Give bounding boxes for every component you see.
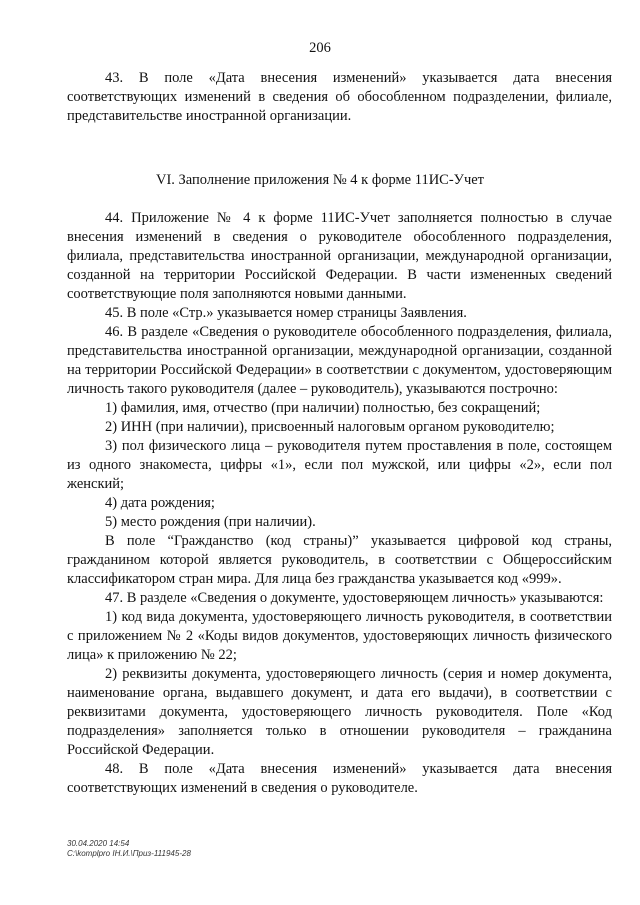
paragraph-46: 46. В разделе «Сведения о руководителе обособленного подразделения, филиала, представительства иностранной организации, международной организации, созданной на территории Российской Федерации» в соответствии с документом, удостоверяющим личность такого руководителя (далее – руководитель), указываются построчно: [67, 324, 612, 397]
page-number: 206 [309, 40, 331, 56]
list-item-46-1: 1) фамилия, имя, отчество (при наличии) полностью, без сокращений; [105, 400, 541, 416]
paragraph-45: 45. В поле «Стр.» указывается номер страницы Заявления. [105, 305, 467, 321]
list-item-46-5: 5) место рождения (при наличии). [105, 514, 316, 530]
footer-timestamp: 30.04.2020 14:54 [67, 839, 130, 848]
paragraph-43: 43. В поле «Дата внесения изменений» указывается дата внесения соответствующих изменений в сведения об обособленном подразделении, филиале, представительстве иностранной организации. [67, 70, 612, 124]
paragraph-48: 48. В поле «Дата внесения изменений» указывается дата внесения соответствующих изменений в сведения о руководителе. [67, 761, 612, 796]
list-item-46-3: 3) пол физического лица – руководителя путем проставления в поле, состоящем из одного знакоместа, цифры «1», если пол мужской, или цифры «2», если пол женский; [67, 438, 612, 492]
paragraph-47: 47. В разделе «Сведения о документе, удостоверяющем личность» указываются: [105, 590, 604, 606]
list-item-46-4: 4) дата рождения; [105, 495, 215, 511]
footer-stamp [67, 839, 191, 859]
list-item-47-2: 2) реквизиты документа, удостоверяющего личность (серия и номер документа, наименование органа, выдавшего документ, и дата его выдачи), в соответствии с реквизитами документа, удостоверяющего личность руководителя. Поле «Код подразделения» заполняется только в отношении руководителя – гражданина Российской Федерации. [67, 666, 612, 758]
list-item-46-2: 2) ИНН (при наличии), присвоенный налоговым органом руководителю; [105, 419, 555, 435]
paragraph-44: 44. Приложение № 4 к форме 11ИС-Учет заполняется полностью в случае внесения изменений в сведения о руководителе обособленного подразделения, филиала, представительства иностранной организации, международной организации, созданной на территории Российской Федерации. В части измененных сведений соответствующие поля заполняются новыми данными. [67, 210, 612, 302]
footer-file-path: C:\komplpro IH.И.\Приз-111945-28 [67, 849, 191, 858]
text-block-section-vi [67, 209, 612, 798]
paragraph-citizenship: В поле “Гражданство (код страны)” указывается цифровой код страны, гражданином которой является руководитель, в соответствии с Общероссийским классификатором стран мира. Для лица без гражданства указывается код «999». [67, 533, 612, 587]
list-item-47-1: 1) код вида документа, удостоверяющего личность руководителя, в соответствии с приложением № 2 «Коды видов документов, удостоверяющих личность физического лица» к приложению № 22; [67, 609, 612, 663]
section-heading: VI. Заполнение приложения № 4 к форме 11ИС-Учет [155, 172, 485, 188]
text-block-before-section [67, 69, 612, 126]
